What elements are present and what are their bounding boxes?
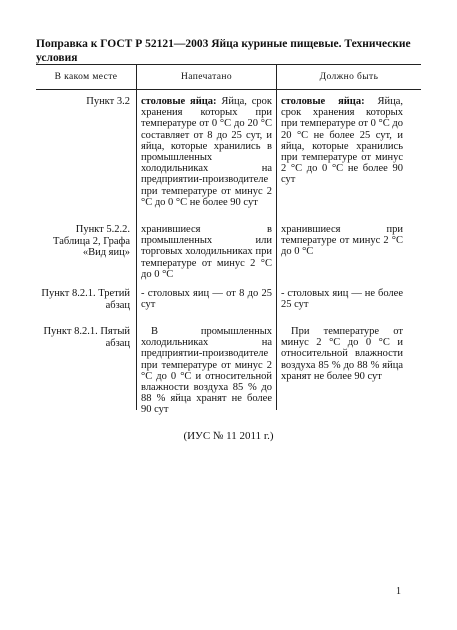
column-divider-1 (136, 64, 137, 410)
row-1-correct-term: столовые яйца: (281, 96, 365, 107)
row-1-place: Пункт 3.2 (86, 96, 130, 107)
row-1-printed-term: столовые яйца: (141, 96, 217, 107)
header-printed: Напечатано (180, 72, 233, 82)
table-top-rule (36, 64, 421, 65)
row-1-correct-text: Яйца, срок хранения которых при температуре от 0 °С до 20 °С не более 25 сут, и яйца, которые хранились при температуре от минус 2 °С до 0 °С не более 90 сут (281, 96, 403, 186)
row-3-place: Пункт 8.2.1. Третий абзац (41, 288, 130, 311)
row-1-printed-text: Яйца, срок хранения которых при температуре от 0 °С до 20 °С составляет от 8 до 25 сут, и яйца, которые хранились в промышленных холодильниках на предприятии-производителе при температуре от минус 2 °С до 0 °С не более 90 сут (141, 96, 272, 208)
row-2-place: Пункт 5.2.2. Таблица 2, Графа «Вид яиц» (53, 224, 130, 258)
document-title: Поправка к ГОСТ Р 52121—2003 Яйца куриные пищевые. Технические условия (36, 38, 411, 64)
header-place: В каком месте (54, 72, 118, 82)
row-3-correct: - столовых яиц — не более 25 сут (281, 288, 403, 311)
row-1-printed (141, 96, 272, 208)
column-divider-2 (276, 64, 277, 410)
row-2-printed: хранившиеся в промышленных или торговых холодильниках при температуре от минус 2 °С до 0 °С (141, 224, 272, 280)
header-correct: Должно быть (319, 72, 379, 82)
row-4-correct: При температуре от минус 2 °С до 0 °С и относительной влажности воздуха 85 % до 88 % яйца хранят не более 90 сут (281, 326, 403, 382)
issue-reference: (ИУС № 11 2011 г.) (183, 430, 274, 442)
page-number: 1 (396, 586, 401, 597)
row-3-printed: - столовых яиц — от 8 до 25 сут (141, 288, 272, 311)
row-1-correct (281, 96, 403, 186)
row-2-correct: хранившиеся при температуре от минус 2 °С до 0 °С (281, 224, 403, 258)
table-header-rule (36, 89, 421, 90)
row-4-printed: В промышленных холодильниках на предприятии-производителе при температуре от минус 2 °С до 0 °С и относительной влажности воздуха 85 % до 88 % яйца хранят не более 90 сут (141, 326, 272, 416)
row-4-place: Пункт 8.2.1. Пятый абзац (43, 326, 130, 349)
